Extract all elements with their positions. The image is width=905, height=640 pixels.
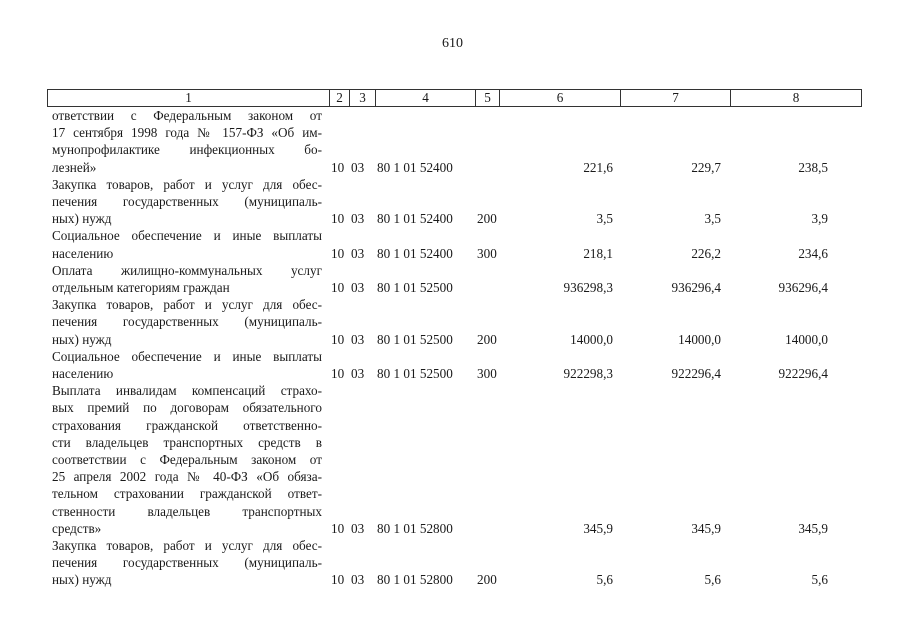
row-description: [52, 107, 322, 176]
row-description: [52, 382, 322, 537]
table-header: [47, 89, 862, 107]
cell-c8: 3,9: [811, 211, 828, 227]
column-header-3: 3: [349, 90, 375, 106]
cell-c8: 345,9: [798, 520, 828, 536]
cell-c5: 300: [477, 245, 497, 261]
cell-c3: 03: [351, 211, 365, 227]
table-row: [0, 348, 905, 382]
column-header-8: 8: [730, 90, 862, 106]
cell-c4: 80 1 01 52400: [377, 159, 453, 175]
table-row: [0, 296, 905, 348]
page-number: 610: [442, 36, 463, 51]
cell-c2: 10: [331, 211, 345, 227]
cell-c7: 229,7: [691, 159, 721, 175]
description-line: вых премий по договорам обязательного: [52, 400, 322, 416]
table-row: [0, 227, 905, 261]
cell-c2: 10: [331, 331, 345, 347]
cell-c7: 5,6: [704, 572, 721, 588]
description-line: населению: [52, 245, 114, 261]
cell-c3: 03: [351, 279, 365, 295]
cell-c6: 218,1: [583, 245, 613, 261]
cell-c4: 80 1 01 52500: [377, 331, 453, 347]
description-line: отдельным категориям граждан: [52, 279, 230, 295]
cell-c8: 936296,4: [778, 279, 828, 295]
description-line: ных) нужд: [52, 211, 112, 227]
column-header-6: 6: [499, 90, 620, 106]
description-line: Социальное обеспечение и иные выплаты: [52, 228, 322, 244]
cell-c5: 300: [477, 365, 497, 381]
cell-c8: 234,6: [798, 245, 828, 261]
row-description: [52, 348, 322, 382]
cell-c6: 936298,3: [563, 279, 613, 295]
description-line: населению: [52, 365, 114, 381]
description-line: мунопрофилактике инфекционных бо-: [52, 142, 322, 158]
cell-c4: 80 1 01 52500: [377, 279, 453, 295]
column-header-1: 1: [47, 90, 329, 106]
cell-c6: 922298,3: [563, 365, 613, 381]
description-line: ответствии с Федеральным законом от: [52, 108, 322, 123]
description-line: печения государственных (муниципаль-: [52, 193, 322, 209]
description-line: печения государственных (муниципаль-: [52, 555, 322, 571]
cell-c2: 10: [331, 279, 345, 295]
description-line: средств»: [52, 520, 102, 536]
description-line: сти владельцев транспортных средств в: [52, 434, 322, 450]
row-description: [52, 262, 322, 296]
cell-c6: 221,6: [583, 159, 613, 175]
table-row: [0, 107, 905, 176]
description-line: Оплата жилищно-коммунальных услуг: [52, 262, 322, 278]
cell-c7: 226,2: [691, 245, 721, 261]
column-header-5: 5: [475, 90, 499, 106]
description-line: 17 сентября 1998 года № 157-ФЗ «Об им-: [52, 125, 322, 141]
column-header-2: 2: [329, 90, 349, 106]
cell-c3: 03: [351, 365, 365, 381]
cell-c7: 3,5: [704, 211, 721, 227]
cell-c6: 14000,0: [570, 331, 613, 347]
cell-c8: 238,5: [798, 159, 828, 175]
description-line: соответствии с Федеральным законом от: [52, 451, 322, 467]
cell-c7: 922296,4: [671, 365, 721, 381]
cell-c3: 03: [351, 520, 365, 536]
cell-c6: 3,5: [596, 211, 613, 227]
table-row: [0, 537, 905, 589]
description-line: ных) нужд: [52, 572, 112, 588]
column-header-4: 4: [375, 90, 475, 106]
cell-c2: 10: [331, 572, 345, 588]
column-header-7: 7: [620, 90, 730, 106]
description-line: Социальное обеспечение и иные выплаты: [52, 348, 322, 364]
description-line: страхования гражданской ответственно-: [52, 417, 322, 433]
cell-c8: 5,6: [811, 572, 828, 588]
cell-c3: 03: [351, 159, 365, 175]
cell-c7: 14000,0: [678, 331, 721, 347]
cell-c3: 03: [351, 572, 365, 588]
description-line: ственности владельцев транспортных: [52, 503, 322, 519]
cell-c6: 5,6: [596, 572, 613, 588]
table-row: [0, 382, 905, 537]
cell-c4: 80 1 01 52800: [377, 572, 453, 588]
row-description: [52, 227, 322, 261]
description-line: ных) нужд: [52, 331, 112, 347]
cell-c4: 80 1 01 52500: [377, 365, 453, 381]
cell-c6: 345,9: [583, 520, 613, 536]
cell-c3: 03: [351, 331, 365, 347]
cell-c4: 80 1 01 52400: [377, 211, 453, 227]
row-description: [52, 537, 322, 589]
cell-c5: 200: [477, 211, 497, 227]
description-line: Закупка товаров, работ и услуг для обес-: [52, 176, 322, 192]
cell-c2: 10: [331, 520, 345, 536]
cell-c3: 03: [351, 245, 365, 261]
table-row: [0, 176, 905, 228]
cell-c8: 922296,4: [778, 365, 828, 381]
description-line: Закупка товаров, работ и услуг для обес-: [52, 538, 322, 553]
cell-c4: 80 1 01 52800: [377, 520, 453, 536]
cell-c2: 10: [331, 365, 345, 381]
description-line: лезней»: [52, 159, 97, 175]
cell-c8: 14000,0: [785, 331, 828, 347]
cell-c4: 80 1 01 52400: [377, 245, 453, 261]
table-row: [0, 262, 905, 296]
cell-c2: 10: [331, 159, 345, 175]
cell-c2: 10: [331, 245, 345, 261]
description-line: Выплата инвалидам компенсаций страхо-: [52, 383, 322, 399]
description-line: печения государственных (муниципаль-: [52, 314, 322, 330]
description-line: 25 апреля 2002 года № 40-ФЗ «Об обяза-: [52, 469, 322, 485]
row-description: [52, 296, 322, 348]
cell-c5: 200: [477, 331, 497, 347]
cell-c7: 345,9: [691, 520, 721, 536]
description-line: тельном страховании гражданской ответ-: [52, 486, 322, 502]
row-description: [52, 176, 322, 228]
cell-c5: 200: [477, 572, 497, 588]
cell-c7: 936296,4: [671, 279, 721, 295]
description-line: Закупка товаров, работ и услуг для обес-: [52, 297, 322, 313]
